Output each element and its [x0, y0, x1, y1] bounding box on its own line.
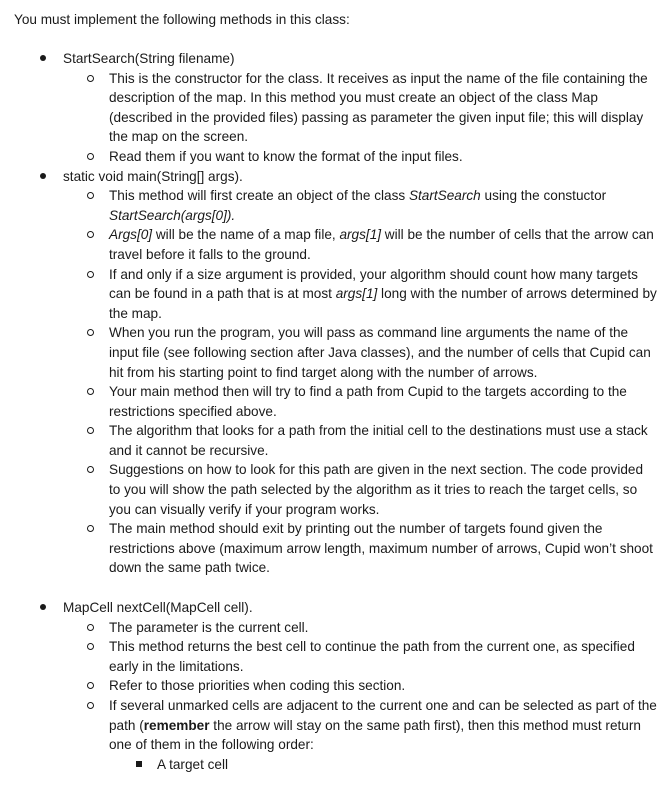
- method-signature: StartSearch(String filename): [63, 51, 235, 66]
- intro-text: You must implement the following methods in this class:: [14, 12, 350, 27]
- detail-item: [109, 147, 658, 167]
- detail-item: [109, 265, 658, 324]
- detail-text: Suggestions on how to look for this path are given in the next section. The code provided to you will show the path selected by the algorithm as it tries to reach the target cells, so you can visually verify if your program works.: [109, 462, 644, 517]
- detail-text: This is the constructor for the class. It receives as input the name of the file containing the description of the map. In this method you must create an object of the class Map (described in the provided files) passing as parameter the given input file; this will display the map on the screen.: [109, 70, 648, 145]
- detail-item: [109, 225, 658, 264]
- method-item: [0, 598, 658, 774]
- detail-text: Refer to those priorities when coding this section.: [109, 678, 406, 694]
- method-signature: MapCell nextCell(MapCell cell).: [63, 600, 253, 616]
- detail-item: [109, 637, 658, 676]
- detail-item: [109, 323, 658, 382]
- detail-text: This method returns the best cell to continue the path from the current one, as specified early in the limitations.: [109, 639, 635, 674]
- priority-item: A target cell: [157, 755, 658, 775]
- emphasis-text: StartSearch: [408, 188, 481, 204]
- method-item: [0, 49, 658, 167]
- detail-item: [109, 618, 658, 638]
- method-list: [0, 49, 658, 774]
- method-detail-list: [109, 69, 658, 167]
- detail-item: [109, 186, 658, 225]
- detail-item: [109, 69, 658, 147]
- emphasis-text: args[1]: [335, 286, 378, 302]
- priority-list: [157, 755, 658, 775]
- detail-item: [109, 460, 658, 519]
- detail-text: Read them if you want to know the format of the input files.: [109, 148, 463, 164]
- detail-item: [109, 421, 658, 460]
- detail-text: Your main method then will try to find a path from Cupid to the targets according to the restrictions specified above.: [109, 384, 627, 419]
- bold-text: remember: [143, 717, 210, 733]
- detail-text: This method will first create an object of the class StartSearch using the constuctor StartSearch(args[0]).: [109, 188, 607, 223]
- detail-text: When you run the program, you will pass as command line arguments the name of the input file (see following section after Java classes), and the number of cells that Cupid can hit from his starting point to find target along with the number of arrows.: [109, 325, 651, 380]
- detail-text: If several unmarked cells are adjacent to the current one and can be selected as part of the path (remember the arrow will stay on the same path first), then this method must return one of them in the following order:: [109, 698, 657, 753]
- method-detail-list: [109, 618, 658, 775]
- detail-item: [109, 676, 658, 696]
- detail-text: The main method should exit by printing out the number of targets found given the restrictions above (maximum arrow length, maximum number of arrows, Cupid won’t shoot down the same path twice.: [109, 521, 653, 576]
- method-item: [0, 167, 658, 578]
- emphasis-text: StartSearch(args[0]).: [109, 207, 236, 223]
- emphasis-text: Args[0]: [109, 227, 153, 243]
- detail-text: The algorithm that looks for a path from the initial cell to the destinations must use a stack and it cannot be recursive.: [109, 423, 648, 458]
- detail-text: If and only if a size argument is provided, your algorithm should count how many targets can be found in a path that is at most args[1] long with the number of arrows determined by the map.: [109, 266, 657, 321]
- detail-text: Args[0] will be the name of a map file, args[1] will be the number of cells that the arrow can travel before it falls to the ground.: [109, 227, 654, 262]
- emphasis-text: args[1]: [339, 227, 382, 243]
- detail-text: The parameter is the current cell.: [109, 619, 309, 635]
- method-signature: static void main(String[] args).: [63, 168, 243, 184]
- method-detail-list: [109, 186, 658, 578]
- list-spacer: [0, 578, 658, 598]
- detail-item: [109, 696, 658, 774]
- detail-item: [109, 519, 658, 578]
- detail-item: [109, 382, 658, 421]
